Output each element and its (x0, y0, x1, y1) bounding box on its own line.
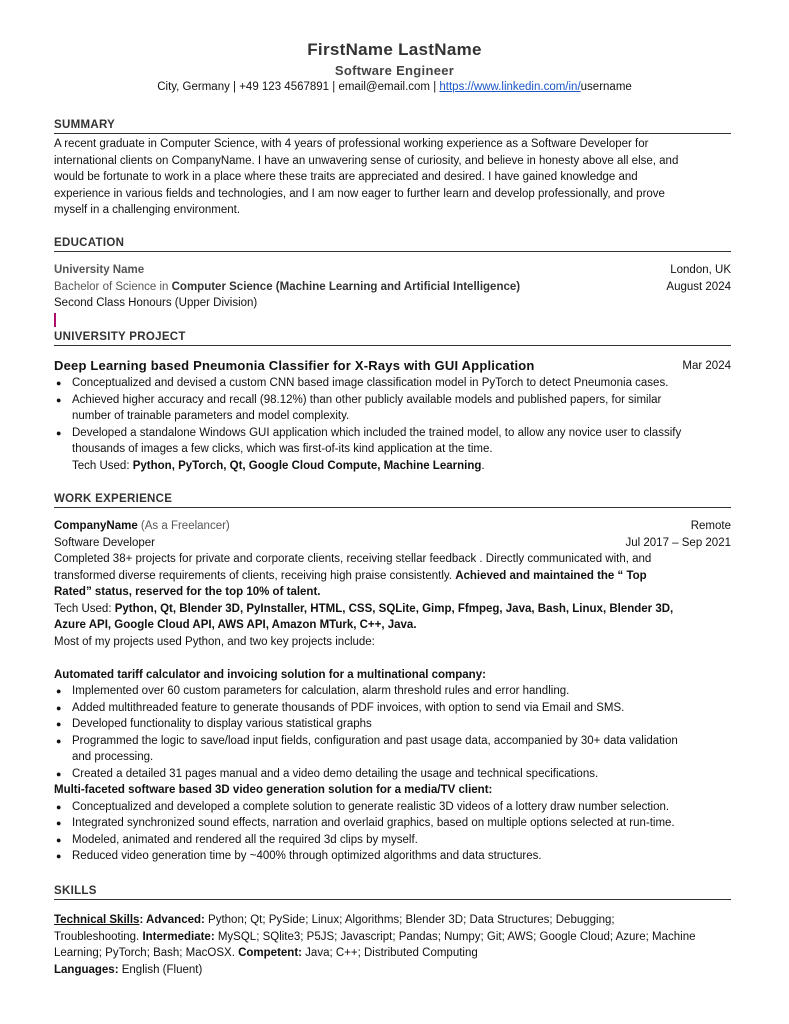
education-row (54, 262, 731, 279)
tech-label: Tech Used: (54, 602, 115, 615)
project-heading: UNIVERSITY PROJECT (54, 331, 731, 346)
list-item (72, 375, 731, 392)
role-row (54, 535, 731, 552)
subproject-title: Automated tariff calculator and invoicing solution for a multinational company: (54, 668, 486, 681)
list-item (72, 832, 731, 849)
candidate-title: Software Engineer (334, 63, 455, 78)
work-desc (54, 551, 731, 683)
degree-row (54, 279, 731, 296)
list-item (72, 815, 731, 832)
project-section (54, 331, 731, 474)
company-row (54, 518, 731, 535)
skill-list: MySQL; SQlite3; P5JS; Javascript; Pandas; Numpy; Git; AWS; Google Cloud; Azure; Machine (214, 930, 696, 943)
skill-level-label: Competent: (238, 947, 302, 959)
desc-bold: Achieved and maintained the “ Top (455, 569, 647, 582)
list-item (72, 392, 731, 425)
subproject-bullets (54, 683, 731, 782)
desc-line: Rated” status, reserved for the top 10% of talent. (54, 586, 321, 598)
skill-level-label: Intermediate: (142, 930, 215, 943)
company-note: (As a Freelancer) (137, 520, 230, 532)
list-item (72, 683, 731, 700)
tech-label: Tech Used: (72, 459, 133, 472)
bullet-line: number of trainable parameters and model complexity. (72, 410, 350, 422)
bullet-line: ● Implemented over 60 custom parameters for calculation, alarm threshold rules and error handling. (72, 685, 570, 697)
list-item (72, 799, 731, 816)
skills-label: Technical Skills (54, 914, 140, 926)
summary-text (54, 136, 731, 219)
skills-heading: SKILLS (54, 885, 731, 900)
desc-line (54, 568, 731, 585)
desc-line: Completed 38+ projects for private and corporate clients, receiving stellar feedback . Directly communicated with, and (54, 553, 652, 565)
candidate-name: FirstName LastName (307, 40, 482, 59)
degree-field: Computer Science (Machine Learning and Artificial Intelligence) (171, 280, 521, 293)
tech-list: Azure API, Google Cloud API, AWS API, Amazon MTurk, C++, Java. (54, 619, 417, 631)
skills-line (54, 945, 731, 962)
company-name: CompanyName (54, 520, 138, 532)
honours: Second Class Honours (Upper Division) (54, 297, 258, 309)
work-section (54, 493, 731, 865)
linkedin-username: username (580, 81, 632, 93)
job-dates: Jul 2017 – Sep 2021 (625, 536, 731, 549)
desc-line: Most of my projects used Python, and two key projects include: (54, 635, 375, 648)
bullet-line: ● Achieved higher accuracy and recall (98.12%) than other publicly available models and published papers, for similar (72, 393, 662, 406)
languages-line (54, 962, 731, 979)
bullet-line: ● Integrated synchronized sound effects, narration and overlaid graphics, based on multiple options selected at run-time. (72, 817, 675, 829)
bullet-line: ● Conceptualized and devised a custom CNN based image classification model in PyTorch to detect Pneumonia cases. (72, 377, 669, 389)
summary-line: myself in a challenging environment. (54, 204, 241, 216)
tech-end: . (481, 459, 485, 472)
work-tech-line (54, 601, 731, 618)
skills-colon: : (139, 914, 147, 926)
resume-header (0, 40, 789, 93)
bullet-line: ● Programmed the logic to save/load input fields, configuration and past usage data, accompanied by 30+ data validation (72, 734, 678, 747)
list-item (72, 848, 731, 865)
subproject-title: Multi-faceted software based 3D video generation solution for a media/TV client: (54, 784, 493, 796)
tech-list: Python, PyTorch, Qt, Google Cloud Compute, Machine Learning (132, 459, 482, 472)
degree-prefix: Bachelor of Science in (54, 280, 172, 293)
summary-section (54, 119, 731, 219)
languages-list: English (Fluent) (118, 963, 203, 976)
summary-line: would be fortunate to work in a place where these traits are appreciated and desired. I have gained knowledge and (54, 171, 638, 183)
skills-line (54, 912, 731, 929)
summary-heading: SUMMARY (54, 119, 731, 134)
contact-line (0, 81, 789, 93)
bullet-line: ● Added multithreaded feature to generate thousands of PDF invoices, with option to send via Email and SMS. (72, 701, 625, 714)
bullet-line: ● Conceptualized and developed a complete solution to generate realistic 3D videos of a lottery draw number selection. (72, 800, 670, 813)
bullet-line: ● Developed functionality to display various statistical graphs (72, 718, 372, 730)
university-location: London, UK (670, 264, 731, 276)
skills-line (54, 929, 731, 946)
skill-level-label: Advanced: (146, 914, 205, 926)
summary-line: experience in various fields and technologies, and I am now eager to further learn and develop professionally, and prove (54, 187, 665, 200)
job-role: Software Developer (54, 536, 155, 549)
project-title: Deep Learning based Pneumonia Classifier for X-Rays with GUI Application (54, 358, 535, 373)
skills-text (54, 912, 731, 978)
list-item (72, 700, 731, 717)
list-item (72, 716, 731, 733)
work-location: Remote (690, 520, 731, 532)
skill-list: Java; C++; Distributed Computing (301, 947, 478, 959)
tech-list: Python, Qt, Blender 3D, PyInstaller, HTML, CSS, SQLite, Gimp, Ffmpeg, Java, Bash, Linux, Blender 3D, (114, 602, 674, 615)
education-heading: EDUCATION (54, 237, 731, 252)
skill-list: Troubleshooting. (54, 930, 143, 943)
bullet-line: ● Modeled, animated and rendered all the required 3d clips by myself. (72, 833, 418, 846)
skills-section (54, 885, 731, 978)
contact-info: City, Germany | +49 123 4567891 | email@email.com | (157, 81, 440, 93)
project-date: Mar 2024 (682, 360, 731, 372)
desc-plain: transformed diverse requirements of clients, receiving high praise consistently. (54, 569, 456, 582)
skill-list: Learning; PyTorch; Bash; MacOSX. (54, 947, 239, 959)
bullet-line: ● Developed a standalone Windows GUI application which included the trained model, to allow any novice user to classify (72, 426, 682, 439)
graduation-date: August 2024 (666, 280, 731, 293)
text-cursor (54, 313, 56, 327)
list-item (72, 766, 731, 783)
summary-line: international clients on CompanyName. I have an unwavering sense of curiosity, and believe in honesty above all else, and (54, 154, 679, 167)
project-bullets (54, 375, 731, 458)
list-item (72, 425, 731, 458)
list-item (72, 733, 731, 766)
skill-list: Python; Qt; PySide; Linux; Algorithms; Blender 3D; Data Structures; Debugging; (204, 914, 615, 926)
project-tech (54, 458, 731, 475)
project-title-row (54, 357, 731, 375)
subproject-bullets (54, 799, 731, 865)
education-section (54, 237, 731, 312)
summary-line: A recent graduate in Computer Science, with 4 years of professional working experience as a Software Developer for (54, 138, 649, 150)
university-name: University Name (54, 264, 145, 276)
bullet-line: ● Created a detailed 31 pages manual and a video demo detailing the usage and technical specifications. (72, 767, 599, 780)
languages-label: Languages: (54, 963, 119, 976)
work-heading: WORK EXPERIENCE (54, 493, 731, 508)
bullet-line: ● Reduced video generation time by ~400% through optimized algorithms and data structures. (72, 850, 542, 862)
bullet-line: and processing. (72, 751, 154, 763)
bullet-line: thousands of images a few clicks, which was first-of-its kind application at the time. (72, 443, 493, 455)
linkedin-link[interactable]: https://www.linkedin.com/in/ (439, 81, 581, 93)
